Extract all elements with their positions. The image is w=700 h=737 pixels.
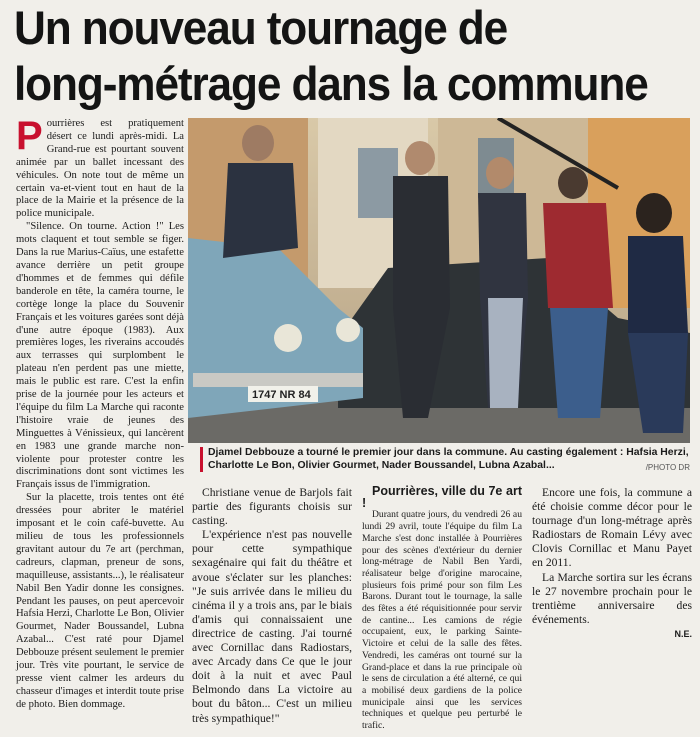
photo-credit: /PHOTO DR <box>645 463 690 472</box>
article-column-3 <box>362 486 522 732</box>
article-paragraph-2: "Silence. On tourne. Action !" Les mots claquent et tout semble se figer. Dans la rue Marius-Caïus, une estafette avance derrière un petit groupe d'hommes et de femmes qui défile banderole en tête, la caméra tourne, le cortège longe la place du Souvenir Français et les voitures garées sont déjà d'une autre époque (1983). Aux premières loges, les riverains accoudés aux terrasses qui surplombent le plateau n'en perdent pas une miette, mais le public est rare. C'est la enfin prise de la journée pour les acteurs et l'équipe du film La Marche qui raconte l'histoire vraie de jeunes des Minguettes à Vénissieux, qui lancèrent en 1983 une grande marche non-violente pour protester contre les discriminations dont sont victimes les Français issus de l'immigration. <box>16 221 184 491</box>
article-column-4 <box>532 486 692 641</box>
article-paragraph-3: Sur la placette, trois tentes ont été dressées pour abriter le matériel imposant et le coin café-buvette. Au milieu de tous les professionnels gravitant autour du 7e art (perchman, cadreurs, clapman, preneur de sons, maquilleuse, assistants...), le réalisateur Nabil Ben Yadir donne les consignes. Pendant les pauses, on peut apercevoir Hafsia Herzi, Charlotte Le Bon, Olivier Gourmet, Nader Boussandel, Lubna Azabal... C'est raté pour Djamel Debbouze présent seulement le premier jour. Très vite pourtant, le service de presse vient calmer les ardeurs du chasseur d'images et interdit toute prise de photo. Bien dommage. <box>16 492 184 710</box>
headline-line-2: long-métrage dans la commune <box>14 57 648 110</box>
author-signature: N.E. <box>674 628 692 639</box>
section-subheading: Pourrières, ville du 7e art ! <box>362 484 522 510</box>
article-paragraph-6: Durant quatre jours, du vendredi 26 au lundi 29 avril, toute l'équipe du film La Marche s'est donc installée à Pourrières pour des scènes d'extérieur du dernier long-métrage de Nabil Ben Yardi, réalisateur belge d'origine marocaine, plusieurs fois primé pour son film Les Barons. Durant tout le tournage, la salle des fêtes a été réquisitionnée pour servir de cantine... Les camions de régie occupaient, eux, le parking Sainte-Victoire et celui de la salle des fêtes. Vendredi, les caméras ont tourné sur la Grand-place et dans la rue principale où le sens de circulation a été alterné, ce qui a mobilisé deux gardiens de la police municipale ainsi que les services techniques et quelque peu perturbé le trafic. <box>362 509 522 732</box>
headline-line-1: Un nouveau tournage de <box>14 1 508 54</box>
drop-cap: P <box>16 114 43 158</box>
article-paragraph-4: Christiane venue de Barjols fait partie des figurants choisis sur casting. <box>192 486 352 528</box>
photo-illustration <box>188 118 690 443</box>
article-column-2 <box>192 486 352 726</box>
article-column-1 <box>16 114 184 712</box>
photo-caption: Djamel Debbouze a tourné le premier jour dans la commune. Au casting également : Hafsia Herzi, Charlotte Le Bon, Olivier Gourmet, Nader Boussandel, Lubna Azabal... <box>208 447 689 471</box>
article-paragraph-5: L'expérience n'est pas nouvelle pour cette sympathique sexagénaire qui fait du théâtre et avoue s'éclater sur les planches: "Je suis arrivée dans le milieu du cinéma il y a trois ans, par le biais d'amis qui connaissaient une directrice de casting. J'ai tourné avec Cornillac dans Radiostars, avec Arcady dans Ce que le jour doit à la nuit et avec Paul Belmondo dans La victoire au bout du bâton... C'est un milieu très sympathique!" <box>192 528 352 725</box>
license-plate: 1747 NR 84 <box>252 389 311 401</box>
caption-accent-bar <box>200 447 203 472</box>
article-paragraph-1: Pourrières est pratiquement désert ce lundi après-midi. La Grand-rue est pourtant souvent animée par un ballet incessant des véhicules. On note tout de même un certain va-et-vient tout en haut de la place de la Mairie et la présence de la police municipale. <box>16 114 184 220</box>
film-set-photo <box>188 118 690 443</box>
headline <box>14 0 653 112</box>
article-paragraph-8: La Marche sortira sur les écrans le 27 novembre prochain pour le trentième anniversaire des événements. <box>532 570 692 626</box>
article-paragraph-7: Encore une fois, la commune a été choisie comme décor pour le tournage d'un long-métrage après Radiostars de Romain Lévy avec Clovis Cornillac et Manu Payet en 2011. <box>532 486 692 570</box>
